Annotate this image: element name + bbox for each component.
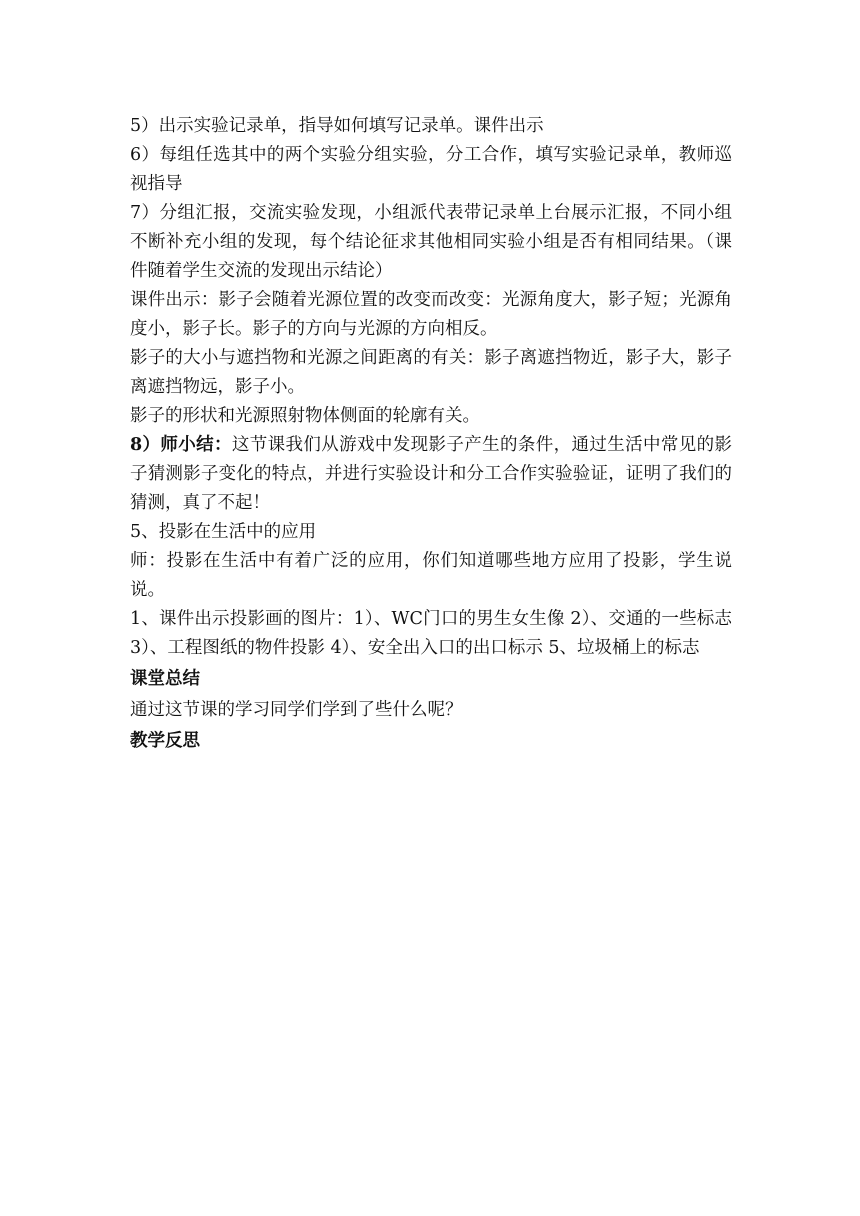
section-projection-application: 5、投影在生活中的应用 bbox=[130, 522, 317, 542]
paragraph-teacher-question: 师：投影在生活中有着广泛的应用，你们知道哪些地方应用了投影，学生说说。 bbox=[130, 551, 732, 600]
paragraph-summary-question: 通过这节课的学习同学们学到了些什么呢？ bbox=[130, 700, 463, 720]
paragraph-step-5: 5）出示实验记录单，指导如何填写记录单。课件出示 bbox=[130, 116, 544, 136]
paragraph-projection-examples: 1、课件出示投影画的图片：1）、WC门口的男生女生像 2）、交通的一些标志 3）、工程图纸的物件投影 4）、安全出入口的出口标示 5、垃圾桶上的标志 bbox=[130, 609, 732, 658]
heading-teaching-reflection: 教学反思 bbox=[130, 731, 200, 751]
paragraph-courseware-conclusion: 课件出示：影子会随着光源位置的改变而改变：光源角度大，影子短；光源角度小，影子长。影子的方向与光源的方向相反。 bbox=[130, 290, 732, 339]
heading-class-summary: 课堂总结 bbox=[130, 669, 200, 689]
teacher-summary-label: 8）师小结： bbox=[130, 435, 232, 455]
document-body bbox=[130, 112, 732, 758]
teacher-summary-text: 这节课我们从游戏中发现影子产生的条件，通过生活中常见的影子猜测影子变化的特点，并进行实验设计和分工合作实验验证，证明了我们的猜测，真了不起！ bbox=[130, 435, 732, 513]
paragraph-teacher-summary bbox=[130, 431, 732, 518]
paragraph-step-7: 7）分组汇报，交流实验发现，小组派代表带记录单上台展示汇报，不同小组不断补充小组的发现，每个结论征求其他相同实验小组是否有相同结果。（课件随着学生交流的发现出示结论） bbox=[130, 203, 732, 281]
paragraph-shadow-size: 影子的大小与遮挡物和光源之间距离的有关：影子离遮挡物近，影子大，影子离遮挡物远，影子小。 bbox=[130, 348, 732, 397]
paragraph-shadow-shape: 影子的形状和光源照射物体侧面的轮廓有关。 bbox=[130, 406, 480, 426]
paragraph-step-6: 6）每组任选其中的两个实验分组实验，分工合作，填写实验记录单，教师巡视指导 bbox=[130, 145, 732, 194]
